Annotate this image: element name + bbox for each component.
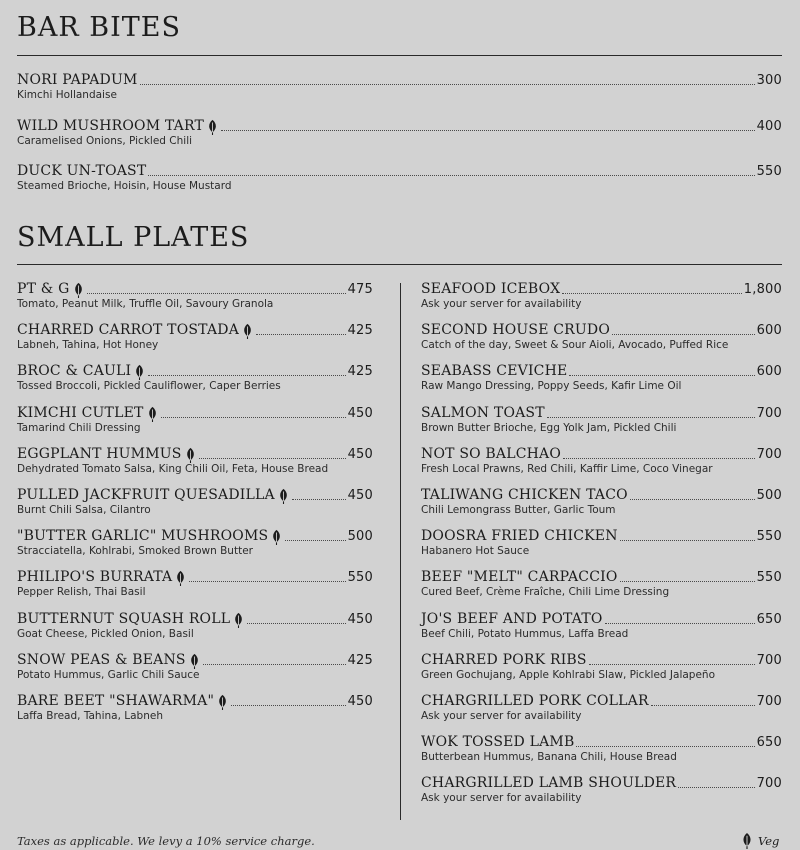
- item-price: 550: [756, 570, 782, 586]
- dot-leader: [612, 334, 755, 335]
- menu-item: [17, 116, 782, 162]
- section-divider: [17, 55, 782, 56]
- item-name: SEAFOOD ICEBOX: [421, 281, 561, 297]
- menu-item: [17, 691, 373, 732]
- dot-leader: [247, 623, 345, 624]
- dot-leader: [569, 375, 754, 376]
- item-name: BROC & CAULI: [17, 363, 132, 380]
- dot-leader: [651, 705, 755, 706]
- dot-leader: [292, 499, 346, 500]
- section-title-bar-bites: BAR BITES: [17, 12, 181, 43]
- item-price: 425: [347, 323, 373, 339]
- dot-leader: [678, 787, 754, 788]
- item-price: 700: [756, 405, 782, 421]
- leaf-icon: [740, 832, 754, 849]
- dot-leader: [576, 746, 754, 747]
- menu-item: [17, 444, 373, 485]
- leaf-icon: [232, 612, 245, 628]
- dot-leader: [630, 499, 755, 500]
- item-description: Tamarind Chili Dressing: [17, 421, 141, 434]
- item-price: 450: [347, 693, 373, 709]
- item-description: Ask your server for availability: [421, 709, 582, 722]
- leaf-icon: [206, 119, 219, 135]
- item-name: WOK TOSSED LAMB: [421, 734, 575, 751]
- legend-label: Veg: [758, 833, 780, 848]
- dot-leader: [620, 540, 755, 541]
- item-description: Laffa Bread, Tahina, Labneh: [17, 709, 163, 722]
- dot-leader: [199, 458, 346, 459]
- section-title-small-plates: SMALL PLATES: [17, 222, 250, 253]
- item-name: SNOW PEAS & BEANS: [17, 651, 186, 668]
- menu-item: [17, 403, 373, 444]
- item-name: CHARGRILLED LAMB SHOULDER: [421, 775, 677, 792]
- dot-leader: [256, 334, 346, 335]
- item-price: 450: [347, 611, 373, 627]
- item-name: PHILIPO'S BURRATA: [17, 569, 173, 586]
- menu-item: [17, 526, 373, 567]
- menu-item: [421, 773, 782, 814]
- item-description: Tossed Broccoli, Pickled Cauliflower, Caper Berries: [17, 380, 281, 393]
- item-description: Green Gochujang, Apple Kohlrabi Slaw, Pickled Jalapeño: [421, 668, 715, 681]
- menu-item: [421, 403, 782, 444]
- menu-item: [421, 609, 782, 650]
- item-name: EGGPLANT HUMMUS: [17, 445, 182, 462]
- item-name: DOOSRA FRIED CHICKEN: [421, 528, 618, 545]
- leaf-icon: [241, 323, 254, 339]
- item-description: Pepper Relish, Thai Basil: [17, 586, 146, 599]
- menu-item: [17, 650, 373, 691]
- item-price: 550: [756, 529, 782, 545]
- item-name: KIMCHI CUTLET: [17, 404, 144, 421]
- menu-item: [17, 279, 373, 320]
- menu-item: [17, 567, 373, 608]
- menu-item: [421, 320, 782, 361]
- item-description: Ask your server for availability: [421, 298, 582, 310]
- item-description: Tomato, Peanut Milk, Truffle Oil, Savoury Granola: [17, 298, 274, 310]
- item-price: 1,800: [743, 282, 782, 297]
- item-description: Chili Lemongrass Butter, Garlic Toum: [421, 503, 616, 516]
- item-name: SEABASS CEVICHE: [421, 363, 568, 380]
- dot-leader: [231, 705, 345, 706]
- leaf-icon: [188, 653, 201, 669]
- leaf-icon: [133, 364, 146, 380]
- item-description: Butterbean Hummus, Banana Chili, House Bread: [421, 751, 677, 764]
- small-plates-left-column: [17, 279, 373, 732]
- dot-leader: [203, 664, 346, 665]
- leaf-icon: [184, 447, 197, 463]
- menu-item: [421, 485, 782, 526]
- item-name: PULLED JACKFRUIT QUESADILLA: [17, 486, 275, 503]
- item-description: Kimchi Hollandaise: [17, 89, 117, 101]
- item-name: SECOND HOUSE CRUDO: [421, 322, 611, 339]
- item-name: TALIWANG CHICKEN TACO: [421, 486, 628, 503]
- item-name: BUTTERNUT SQUASH ROLL: [17, 610, 231, 627]
- item-description: Ask your server for availability: [421, 792, 582, 805]
- item-price: 700: [756, 693, 782, 709]
- item-description: Fresh Local Prawns, Red Chili, Kaffir Lime, Coco Vinegar: [421, 462, 713, 475]
- dot-leader: [589, 664, 755, 665]
- dot-leader: [148, 175, 754, 176]
- dot-leader: [605, 623, 755, 624]
- item-price: 550: [347, 570, 373, 586]
- item-name: CHARRED PORK RIBS: [421, 651, 587, 668]
- item-price: 450: [347, 446, 373, 462]
- menu-item: [421, 444, 782, 485]
- menu-item: [421, 732, 782, 773]
- item-description: Raw Mango Dressing, Poppy Seeds, Kafir Lime Oil: [421, 380, 682, 393]
- column-divider: [400, 283, 401, 820]
- item-description: Brown Butter Brioche, Egg Yolk Jam, Pickled Chili: [421, 421, 677, 434]
- item-name: "BUTTER GARLIC" MUSHROOMS: [17, 528, 269, 545]
- item-name: NOT SO BALCHAO: [421, 445, 562, 462]
- dot-leader: [562, 293, 742, 294]
- item-description: Cured Beef, Crème Fraîche, Chili Lime Dressing: [421, 586, 670, 599]
- item-name: BEEF "MELT" CARPACCIO: [421, 569, 618, 586]
- item-price: 700: [756, 446, 782, 462]
- small-plates-right-column: [421, 279, 782, 814]
- item-price: 700: [756, 776, 782, 792]
- leaf-icon: [270, 529, 283, 545]
- item-description: Goat Cheese, Pickled Onion, Basil: [17, 627, 194, 640]
- menu-item: [17, 320, 373, 361]
- menu-item: [421, 279, 782, 320]
- menu-item: [421, 650, 782, 691]
- dot-leader: [563, 458, 755, 459]
- item-price: 650: [756, 611, 782, 627]
- menu-item: [17, 609, 373, 650]
- veg-legend: [738, 832, 779, 849]
- menu-item: [421, 361, 782, 402]
- item-name: PT & G: [17, 281, 70, 297]
- menu-item: [17, 361, 373, 402]
- dot-leader: [148, 375, 345, 376]
- item-description: Catch of the day, Sweet & Sour Aioli, Avocado, Puffed Rice: [421, 339, 729, 352]
- leaf-icon: [72, 282, 85, 298]
- item-name: DUCK UN-TOAST: [17, 163, 147, 179]
- item-description: Beef Chili, Potato Hummus, Laffa Bread: [421, 627, 629, 640]
- dot-leader: [285, 540, 345, 541]
- item-price: 500: [756, 487, 782, 503]
- bar-bites-list: [17, 70, 782, 207]
- item-description: Stracciatella, Kohlrabi, Smoked Brown Butter: [17, 545, 253, 558]
- dot-leader: [189, 581, 345, 582]
- dot-leader: [161, 417, 346, 418]
- menu-item: [17, 485, 373, 526]
- leaf-icon: [277, 488, 290, 504]
- item-price: 450: [347, 405, 373, 421]
- dot-leader: [140, 84, 755, 85]
- menu-item: [17, 161, 782, 207]
- item-description: Burnt Chili Salsa, Cilantro: [17, 503, 151, 516]
- dot-leader: [221, 130, 755, 131]
- item-price: 650: [756, 735, 782, 751]
- item-name: WILD MUSHROOM TART: [17, 117, 205, 134]
- item-name: JO'S BEEF AND POTATO: [421, 610, 603, 627]
- item-description: Potato Hummus, Garlic Chili Sauce: [17, 668, 200, 681]
- item-price: 550: [756, 164, 782, 179]
- leaf-icon: [174, 570, 187, 586]
- dot-leader: [87, 293, 346, 294]
- item-description: Dehydrated Tomato Salsa, King Chili Oil, Feta, House Bread: [17, 462, 329, 475]
- item-price: 300: [756, 73, 782, 88]
- dot-leader: [620, 581, 755, 582]
- item-name: CHARGRILLED PORK COLLAR: [421, 692, 649, 709]
- menu-item: [421, 526, 782, 567]
- leaf-icon: [146, 406, 159, 422]
- dot-leader: [547, 417, 755, 418]
- item-description: Steamed Brioche, Hoisin, House Mustard: [17, 180, 232, 192]
- item-price: 600: [756, 323, 782, 339]
- item-price: 450: [347, 487, 373, 503]
- section-divider: [17, 264, 782, 265]
- item-price: 700: [756, 652, 782, 668]
- item-description: Caramelised Onions, Pickled Chili: [17, 134, 193, 147]
- menu-item: [421, 691, 782, 732]
- leaf-icon: [216, 694, 229, 710]
- menu-item: [17, 70, 782, 116]
- item-name: BARE BEET "SHAWARMA": [17, 692, 215, 709]
- item-price: 425: [347, 364, 373, 380]
- menu-item: [421, 567, 782, 608]
- item-price: 475: [347, 282, 373, 297]
- item-price: 600: [756, 364, 782, 380]
- item-name: SALMON TOAST: [421, 404, 545, 421]
- item-price: 425: [347, 652, 373, 668]
- item-description: Habanero Hot Sauce: [421, 545, 530, 558]
- item-description: Labneh, Tahina, Hot Honey: [17, 339, 159, 352]
- item-price: 400: [756, 118, 782, 134]
- item-name: NORI PAPADUM: [17, 72, 138, 88]
- item-price: 500: [347, 529, 373, 545]
- tax-note: Taxes as applicable. We levy a 10% service charge.: [17, 834, 315, 848]
- item-name: CHARRED CARROT TOSTADA: [17, 322, 240, 339]
